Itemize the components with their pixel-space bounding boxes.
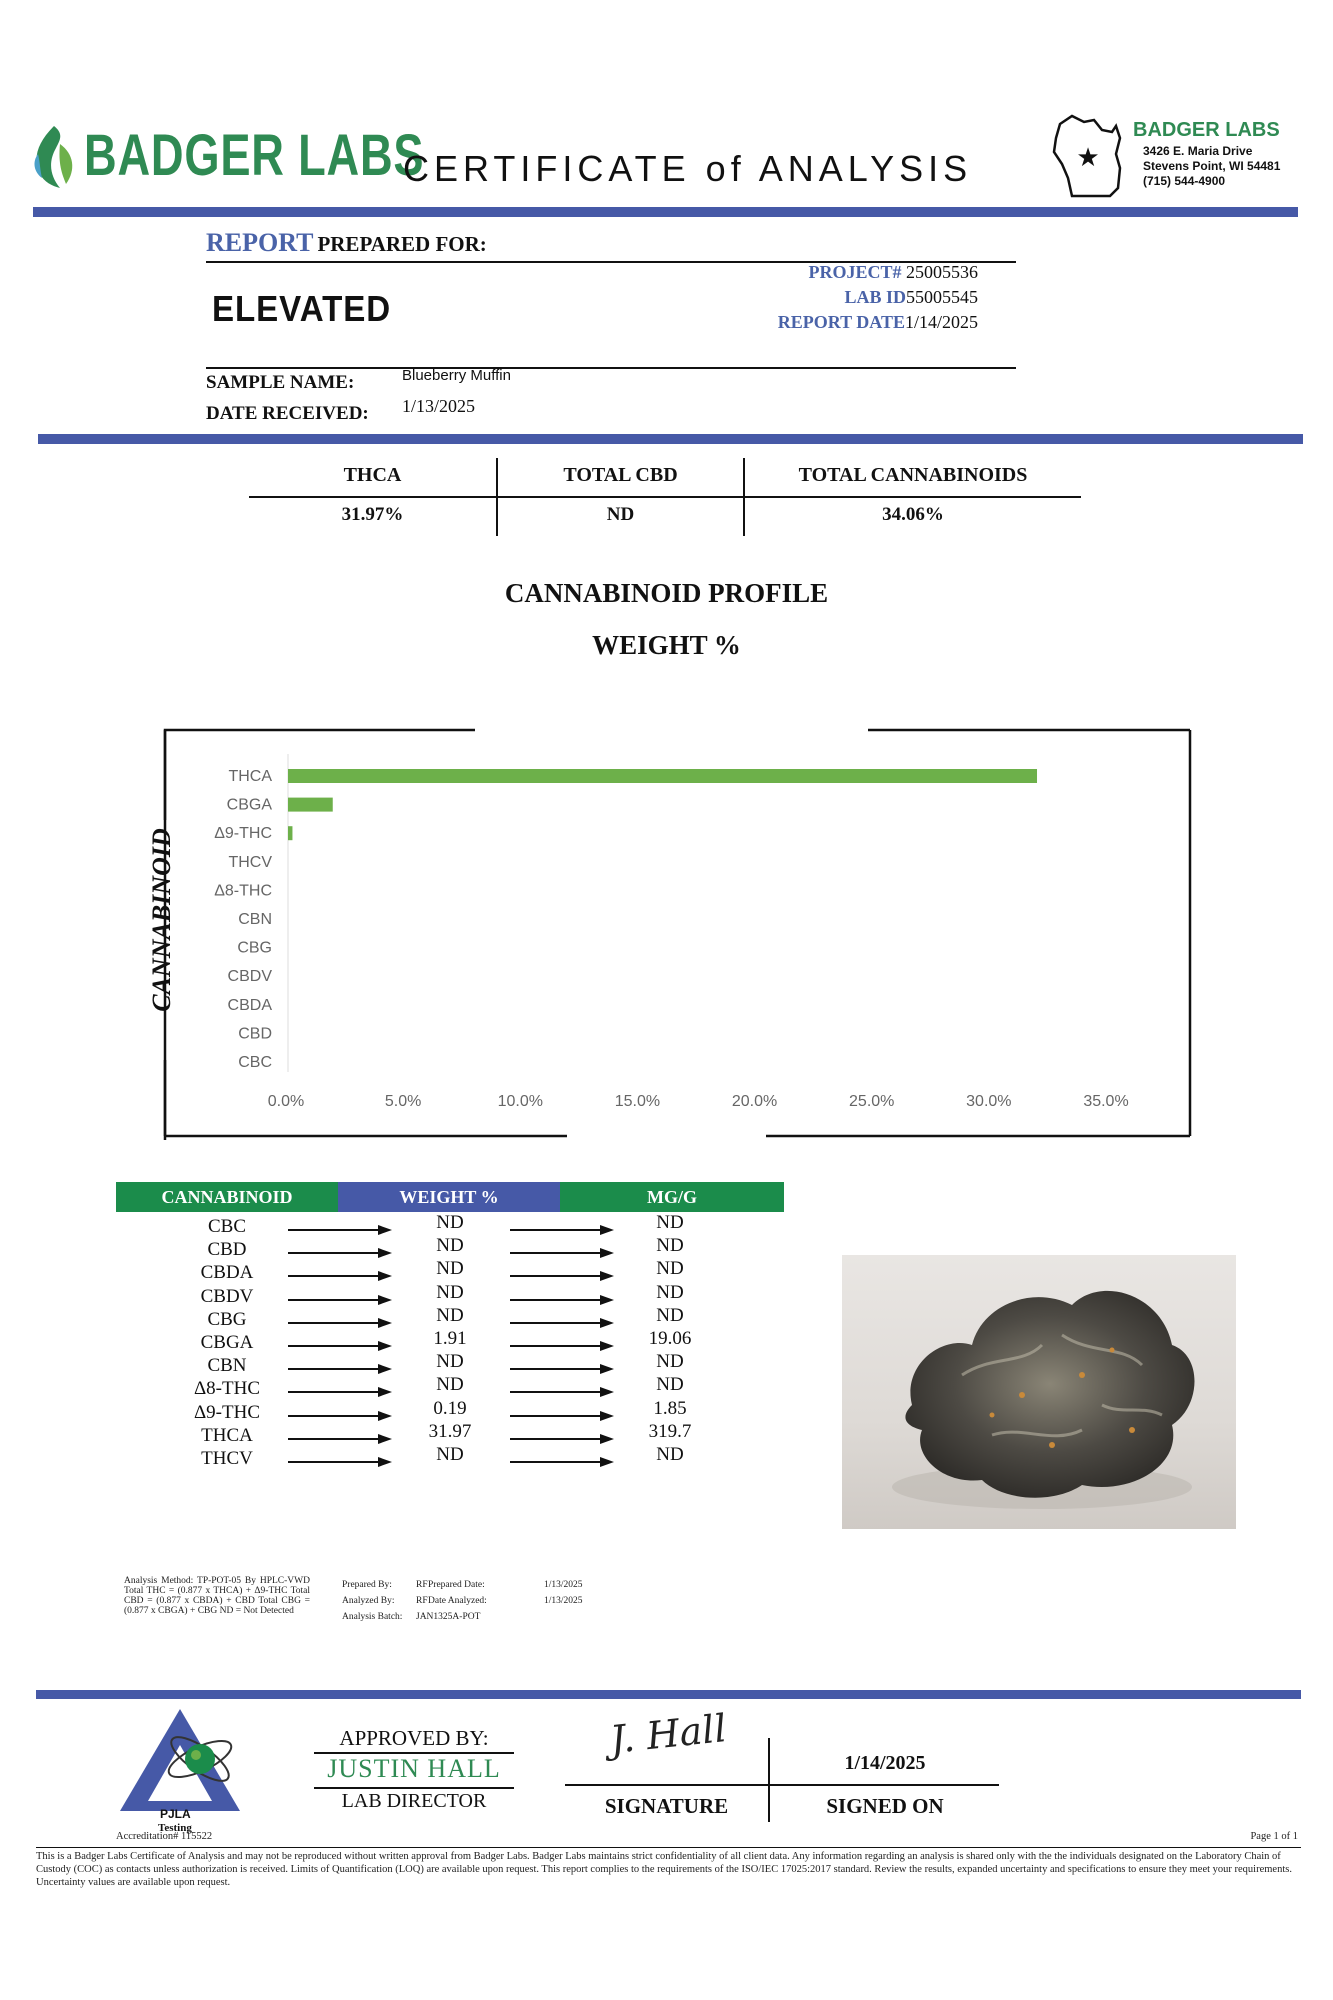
chart-frame-left [165, 730, 475, 1140]
product-photo [842, 1255, 1236, 1529]
labid-value: 55005545 [906, 287, 978, 307]
weight-value: ND [436, 1258, 464, 1280]
row-arrow-icon [510, 1339, 614, 1357]
chart-category-label: CBN [238, 911, 272, 928]
summary-header-total-cbd: TOTAL CBD [563, 464, 678, 486]
chart-category-label: CBG [237, 939, 272, 957]
mg-value: ND [656, 1258, 684, 1280]
chart-category-label: Δ9-THC [214, 825, 272, 843]
signature-image: J. Hall [608, 1706, 729, 1762]
report-rule-bottom [206, 367, 1016, 369]
chart-bar [288, 798, 333, 812]
report-word: REPORT [206, 228, 314, 257]
prepared-for-label: PREPARED FOR: [317, 232, 487, 256]
row-arrow-icon [288, 1269, 392, 1287]
chart-x-tick-label: 0.0% [267, 1093, 305, 1110]
lab-name: BADGER LABS [1133, 119, 1280, 141]
row-arrow-icon [288, 1432, 392, 1450]
chart-x-tick-label: 5.0% [384, 1093, 422, 1110]
row-arrow-icon [288, 1362, 392, 1380]
client-logo: ELEVATED [212, 288, 392, 329]
row-arrow-icon [510, 1293, 614, 1311]
results-header-weight: WEIGHT % [338, 1182, 560, 1212]
summary-mid-rule [249, 496, 1081, 498]
chart-category-label: CBC [238, 1054, 272, 1071]
chart-category-label: CBDV [227, 968, 272, 986]
mg-value: ND [656, 1281, 684, 1303]
badger-logo [30, 122, 425, 192]
chart-category-label: CBD [238, 1025, 272, 1043]
weight-value: ND [436, 1351, 464, 1373]
disclaimer: This is a Badger Labs Certificate of Analysis and may not be reproduced without written approval from Badger Labs. Badger Labs maintains strict confidentiality of all client data. Any information regarding an analysis is shared only with the the individuals designated on the Laboratory Chain of Custody (COC) as contacts unless authorization is received. Limits of Quantification (LOQ) are available upon request. This report complies to the requirements of the ISO/IEC 17025:2017 standard. Review the results, expanded uncertainty and specifications to ensure they meet your requirements. Uncertainty values are available upon request. [36, 1851, 1292, 1888]
prepared-by-value: RF [416, 1580, 428, 1590]
chart-x-tick-label: 30.0% [966, 1093, 1012, 1110]
report-date-label: REPORT DATE [777, 312, 905, 332]
row-arrow-icon [510, 1385, 614, 1403]
cannabis-bud-image [842, 1255, 1236, 1529]
signature-label: SIGNATURE [604, 1794, 729, 1818]
chart-category-label: THCV [228, 853, 272, 871]
row-arrow-icon [288, 1293, 392, 1311]
footer-divider [36, 1690, 1301, 1699]
project-value: 25005536 [906, 262, 978, 282]
row-arrow-icon [510, 1246, 614, 1264]
cannabinoid-bar-chart [130, 720, 1210, 1110]
chart-category-label: CBDA [227, 996, 272, 1014]
sample-name-label: SAMPLE NAME: [206, 372, 355, 393]
row-arrow-icon [288, 1455, 392, 1473]
cannabinoid-name: CBD [207, 1239, 247, 1261]
summary-header-total-cannabinoids: TOTAL CANNABINOIDS [798, 464, 1028, 486]
lab-id [760, 287, 978, 308]
weight-value: 31.97 [428, 1420, 472, 1442]
lab-address [1143, 144, 1280, 189]
pjla-text: PJLA [160, 1807, 191, 1821]
cannabinoid-name: CBGA [200, 1332, 254, 1353]
chart-bar [288, 769, 1037, 783]
approved-by-label: APPROVED BY: [339, 1726, 489, 1750]
cannabinoid-name: CBG [207, 1308, 247, 1330]
batch-value: JAN1325A-POT [416, 1612, 481, 1622]
prepared-date-value: 1/13/2025 [544, 1580, 583, 1590]
chart-category-label: CBGA [226, 796, 272, 814]
signed-on-label: SIGNED ON [826, 1794, 944, 1818]
row-arrow-icon [288, 1223, 392, 1241]
cannabinoid-name: CBDV [200, 1285, 254, 1307]
mg-value: 1.85 [653, 1397, 687, 1419]
mg-value: ND [656, 1212, 684, 1233]
mg-value: ND [656, 1374, 684, 1396]
mg-value: 19.06 [648, 1328, 692, 1349]
row-arrow-icon [510, 1316, 614, 1334]
chart-x-tick-label: 25.0% [849, 1093, 895, 1110]
chart-x-tick-label: 35.0% [1083, 1093, 1129, 1110]
address-line1: 3426 E. Maria Drive [1143, 144, 1253, 158]
chart-x-tick-label: 10.0% [497, 1093, 543, 1110]
chart-x-tick-label: 15.0% [614, 1093, 661, 1110]
mg-value: ND [656, 1351, 684, 1373]
project-number [760, 262, 978, 283]
row-arrow-icon [510, 1362, 614, 1380]
results-header-mg: MG/G [560, 1182, 784, 1212]
analyzed-date-label: Date Analyzed: [428, 1596, 487, 1606]
report-date [700, 312, 978, 333]
chart-category-label: THCA [228, 768, 272, 785]
sample-name-value: Blueberry Muffin [402, 367, 511, 384]
summary-value-total-cannabinoids: 34.06% [882, 504, 944, 525]
report-date-value: 1/14/2025 [904, 312, 978, 332]
approver-name-rule [314, 1787, 514, 1789]
cannabinoid-name: CBC [207, 1216, 247, 1237]
row-arrow-icon [288, 1246, 392, 1264]
weight-value: ND [436, 1444, 464, 1465]
row-arrow-icon [510, 1269, 614, 1287]
weight-value: 1.91 [433, 1328, 467, 1349]
cannabinoid-name: Δ8-THC [193, 1378, 261, 1400]
row-arrow-icon [510, 1455, 614, 1473]
mg-value: 319.7 [648, 1420, 692, 1442]
summary-value-total-cbd: ND [606, 504, 635, 525]
report-prepared-for [206, 228, 487, 258]
prepared-date-label: Prepared Date: [428, 1580, 485, 1590]
row-arrow-icon [288, 1409, 392, 1427]
weight-value: ND [436, 1304, 464, 1326]
analyzed-by-label: Analyzed By: [342, 1596, 395, 1606]
mg-value: ND [656, 1444, 684, 1465]
page-title: CERTIFICATE of ANALYSIS [403, 148, 973, 189]
labid-label: LAB ID [844, 287, 906, 307]
page-number: Page 1 of 1 [1250, 1831, 1298, 1842]
profile-title: CANNABINOID PROFILE [504, 578, 829, 608]
pjla-testing-text: Testing [158, 1822, 192, 1834]
cannabinoid-name: THCA [201, 1424, 253, 1446]
weight-value: ND [436, 1235, 464, 1257]
wisconsin-map-icon [1050, 108, 1136, 200]
date-received-value: 1/13/2025 [402, 396, 476, 416]
weight-value: ND [436, 1374, 464, 1396]
signature-rule [565, 1784, 999, 1786]
date-received-label: DATE RECEIVED: [206, 403, 369, 424]
profile-subtitle: WEIGHT % [592, 630, 741, 660]
prepared-by-label: Prepared By: [342, 1580, 392, 1590]
address-line2: Stevens Point, WI 54481 [1143, 159, 1281, 173]
chart-category-label: Δ8-THC [214, 882, 272, 900]
approver-name: JUSTIN HALL [327, 1754, 501, 1783]
mg-value: ND [656, 1304, 684, 1326]
analyzed-by-value: RF [416, 1596, 428, 1606]
chart-x-tick-label: 20.0% [731, 1093, 778, 1110]
summary-value-thca: 31.97% [341, 504, 404, 525]
cannabinoid-name: Δ9-THC [193, 1401, 261, 1423]
weight-value: 0.19 [433, 1397, 467, 1419]
row-arrow-icon [510, 1432, 614, 1450]
header-divider [33, 207, 1298, 217]
accreditation-number: Accreditation# 115522 [116, 1831, 213, 1842]
row-arrow-icon [288, 1339, 392, 1357]
row-arrow-icon [288, 1316, 392, 1334]
summary-header-thca: THCA [343, 464, 402, 486]
project-label: PROJECT# [808, 262, 902, 282]
mg-value: ND [656, 1235, 684, 1257]
cannabinoid-name: CBDA [200, 1262, 254, 1284]
svg-text:★: ★ [1076, 143, 1100, 173]
badger-leaf-icon [30, 124, 78, 190]
row-arrow-icon [510, 1409, 614, 1427]
row-arrow-icon [510, 1223, 614, 1241]
chart-bar [288, 826, 292, 840]
logo-text: BADGER LABS [84, 123, 425, 188]
row-arrow-icon [288, 1385, 392, 1403]
analyzed-date-value: 1/13/2025 [544, 1596, 583, 1606]
results-header-cannabinoid: CANNABINOID [116, 1182, 338, 1212]
cannabinoid-name: CBN [207, 1355, 247, 1377]
batch-label: Analysis Batch: [342, 1612, 403, 1622]
lab-phone: (715) 544-4900 [1143, 174, 1226, 188]
footer-rule [36, 1847, 1301, 1848]
approver-role: LAB DIRECTOR [341, 1790, 487, 1812]
analysis-method: Analysis Method: TP-POT-05 By HPLC-VWD Total THC = (0.877 x THCA) + Δ9-THC Total CBD = (0.877 x CBDA) + CBD Total CBG = (0.877 x CBGA) + CBG ND = Not Detected [124, 1576, 310, 1616]
cannabinoid-name: THCV [201, 1448, 253, 1469]
report-divider [38, 434, 1303, 444]
signed-date: 1/14/2025 [844, 1752, 926, 1774]
summary-table [249, 458, 1081, 538]
chart-y-axis-label: CANNABINOID [147, 828, 176, 1012]
weight-value: ND [436, 1281, 464, 1303]
weight-value: ND [436, 1212, 464, 1233]
